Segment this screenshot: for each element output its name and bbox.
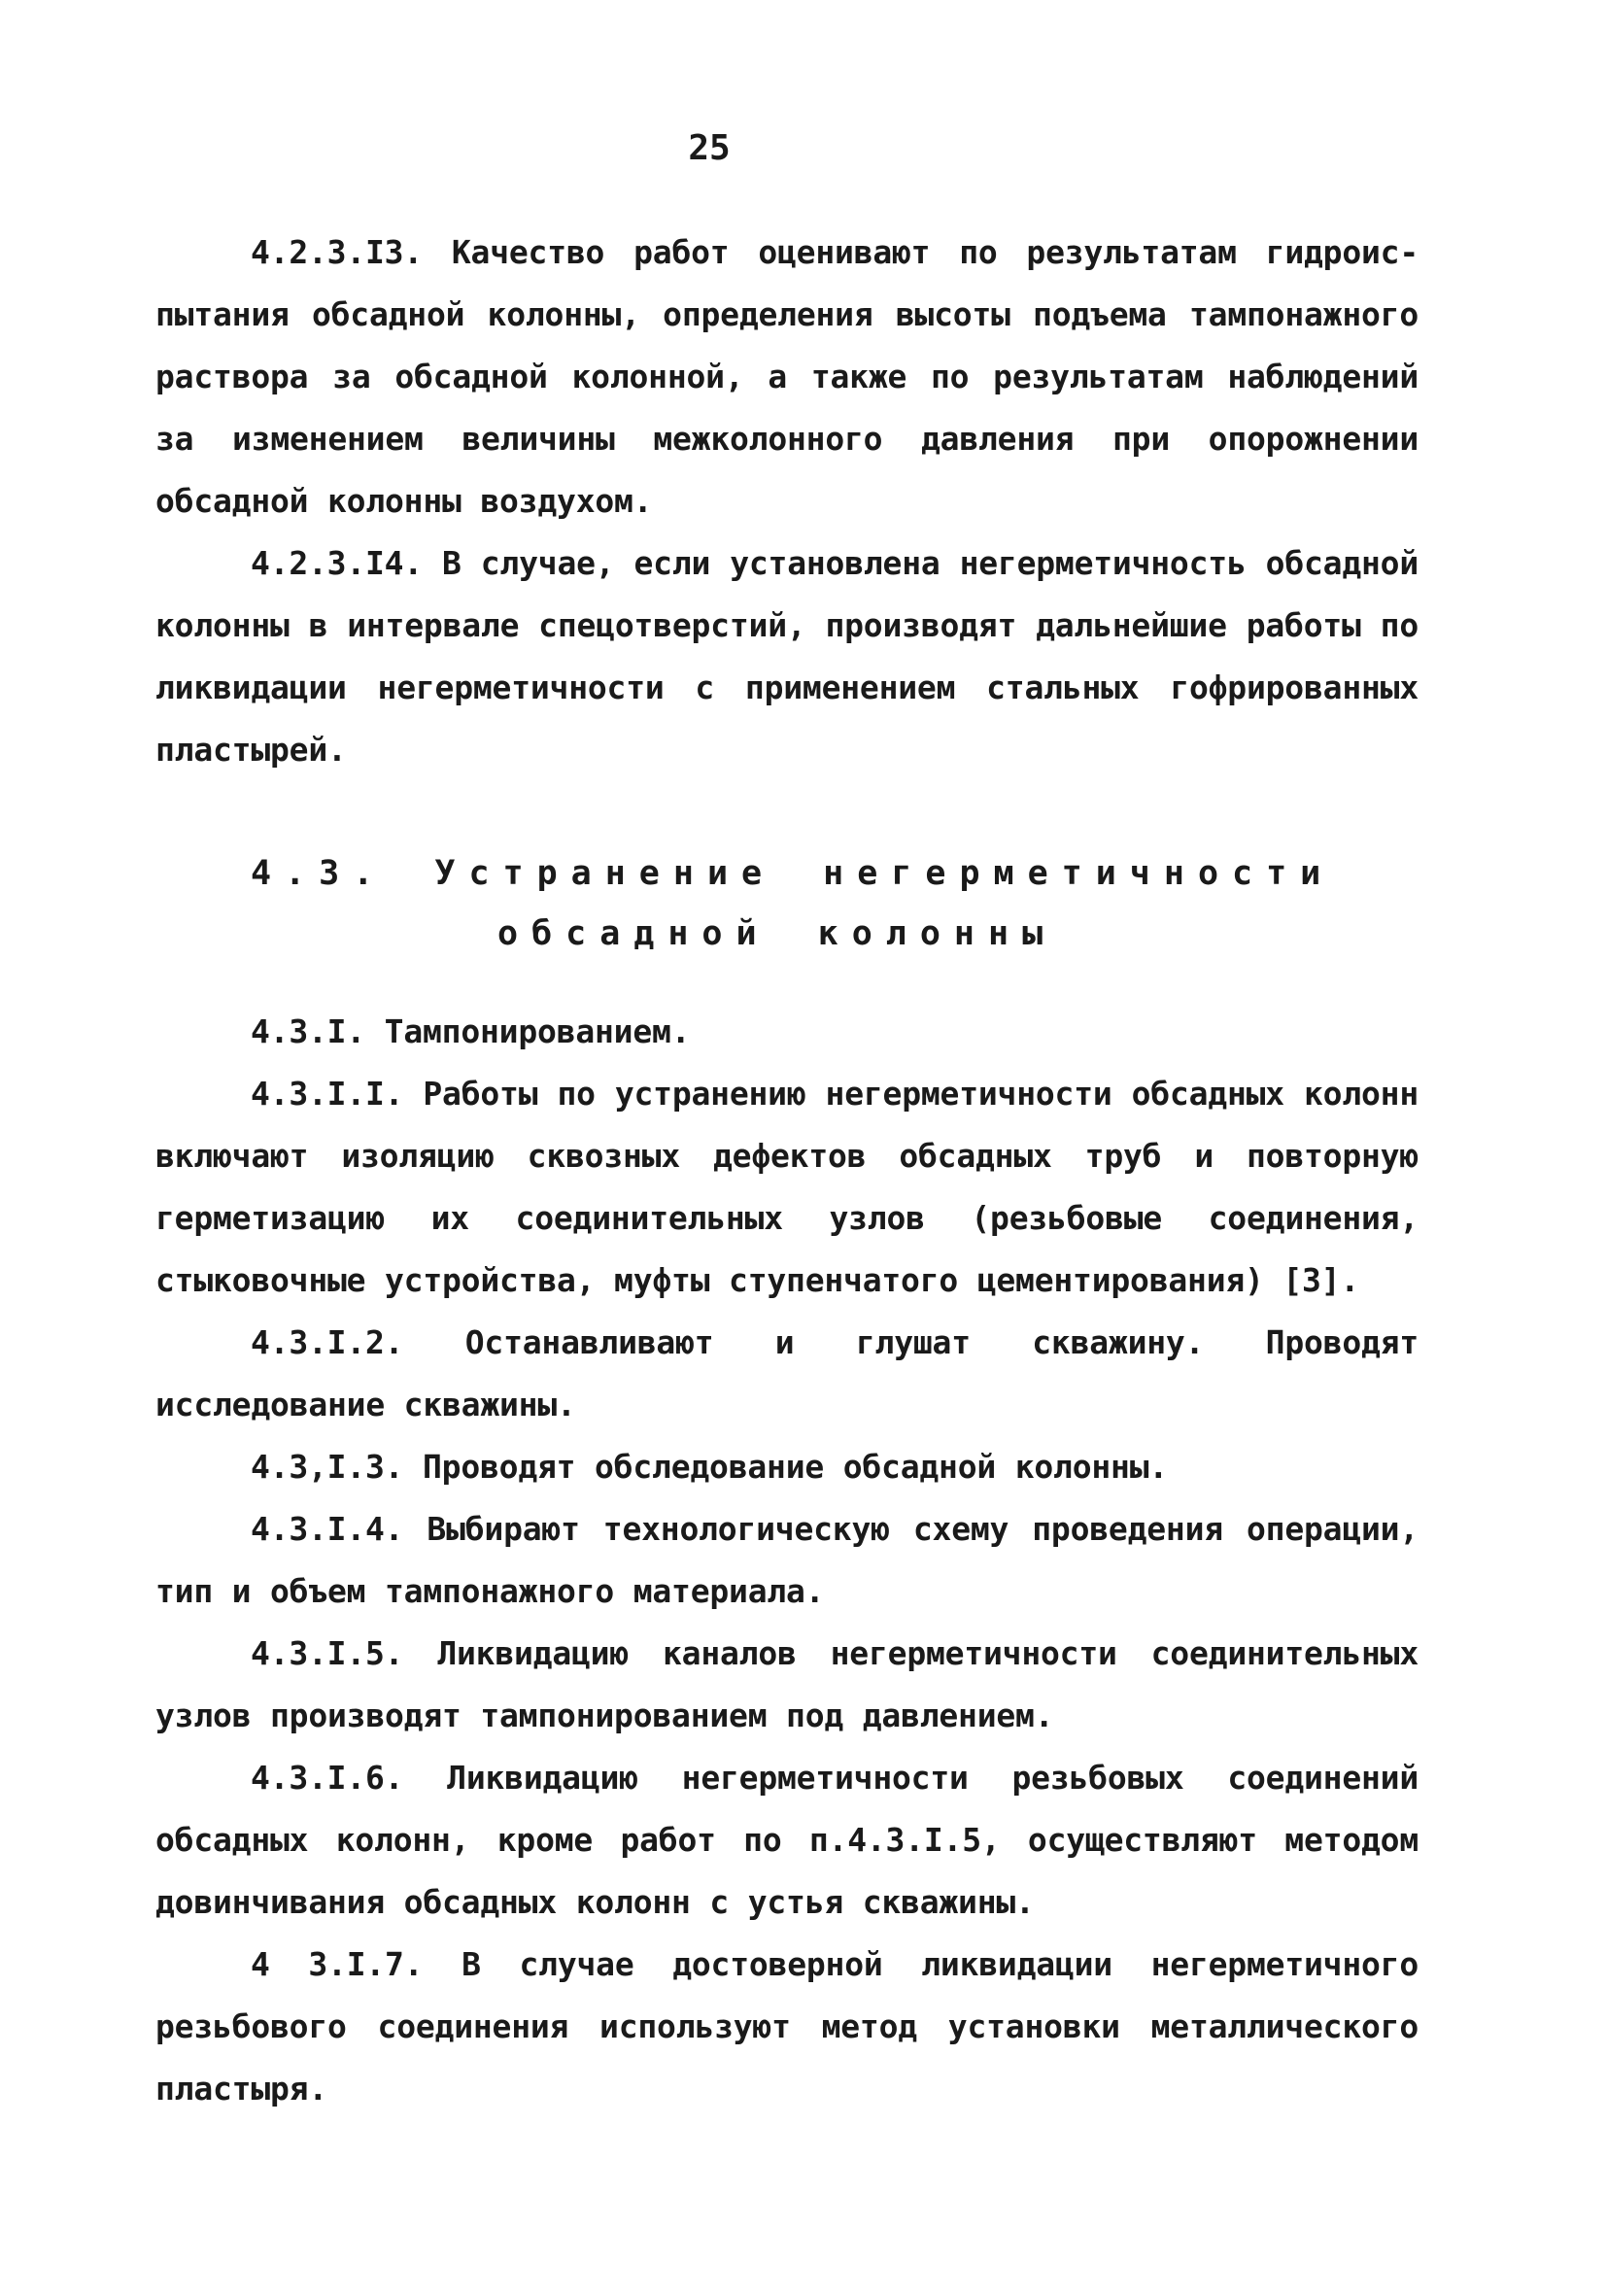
paragraph-4-3-1-4: 4.3.I.4. Выбирают технологическую схему проведения операции, тип и объем тампонажного материала. bbox=[155, 1510, 1419, 1610]
paragraph-4-3-1-6: 4.3.I.6. Ликвидацию негерметичности резьбовых соединений обсадных колонн, кроме работ по п.4.3.I.5, осуществляют методом довинчивания обсадных колонн с устья скважины. bbox=[155, 1759, 1419, 1921]
section-number: 4.3. bbox=[251, 854, 388, 893]
section-heading-line-1 bbox=[155, 843, 1419, 904]
section-4-2-continuation bbox=[155, 222, 1419, 781]
paragraph-4-3-1-5: 4.3.I.5. Ликвидацию каналов негерметичности соединительных узлов производят тампонированием под давлением. bbox=[155, 1634, 1419, 1734]
paragraph-4-3-1-2: 4.3.I.2. Останавливают и глушат скважину. Проводят исследование скважины. bbox=[155, 1323, 1419, 1423]
paragraph-4-2-3-13: 4.2.3.I3. Качество работ оценивают по результатам гидроис-пытания обсадной колонны, определения высоты подъема тампонажного раствора за обсадной колонной, а также по результатам наблюдений за изменением величины межколонного давления при опорожнении обсадной колонны воздухом. bbox=[155, 233, 1419, 520]
paragraph-4-3-1: 4.3.I. Тампонированием. bbox=[251, 1012, 691, 1050]
paragraph-4-3-1-1: 4.3.I.I. Работы по устранению негерметичности обсадных колонн включают изоляцию сквозных дефектов обсадных труб и повторную герметизацию их соединительных узлов (резьбовые соединения, стыковочные устройства, муфты ступенчатого цементирования) [3]. bbox=[155, 1075, 1419, 1299]
section-4-3-body bbox=[155, 1001, 1419, 2120]
section-title-line-1: Устранение негерметичности bbox=[434, 854, 1335, 893]
section-title-line-2: обсадной колонны bbox=[497, 914, 1057, 953]
paragraph-4-2-3-14: 4.2.3.I4. В случае, если установлена негерметичность обсадной колонны в интервале спецотверстий, производят дальнейшие работы по ликвидации негерметичности с применением стальных гофрированных пластырей. bbox=[155, 544, 1419, 769]
section-heading-4-3 bbox=[155, 843, 1419, 964]
page-number: 25 bbox=[688, 128, 731, 168]
paragraph-4-3-1-7: 4 3.I.7. В случае достоверной ликвидации негерметичного резьбового соединения используют метод установки металлического пластыря. bbox=[155, 1945, 1419, 2108]
paragraph-4-3-1-3: 4.3,I.3. Проводят обследование обсадной колонны. bbox=[251, 1448, 1169, 1486]
